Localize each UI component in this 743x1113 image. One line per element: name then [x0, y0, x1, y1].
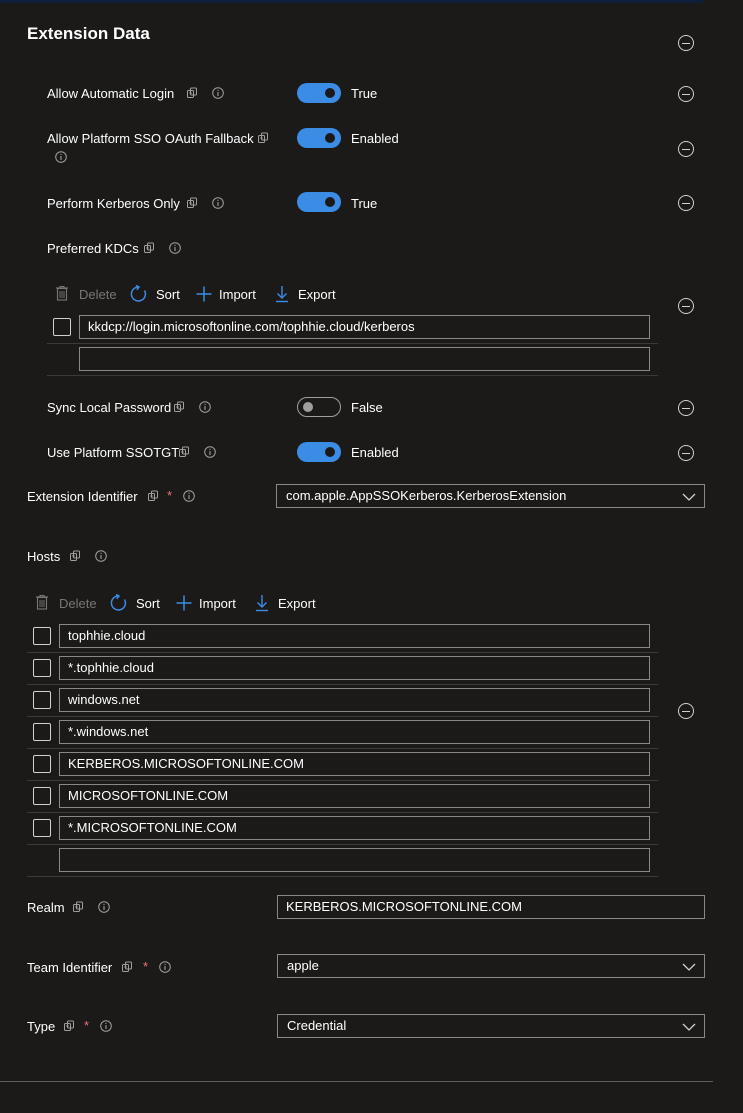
type-dropdown[interactable] [277, 1014, 705, 1038]
top-accent-edge [703, 0, 743, 3]
row-divider [27, 780, 658, 781]
host-input[interactable]: *.MICROSOFTONLINE.COM [59, 816, 650, 840]
row-divider [27, 812, 658, 813]
top-accent-bar [0, 0, 703, 3]
minus-circle-icon[interactable] [678, 445, 694, 461]
chevron-down-icon [682, 960, 696, 977]
row-divider [27, 876, 658, 877]
info-icon[interactable] [199, 401, 211, 413]
row-checkbox[interactable] [33, 659, 51, 677]
info-icon[interactable] [204, 446, 216, 458]
setting-toggle[interactable] [297, 397, 341, 417]
setting-value: True [351, 86, 378, 101]
copy-icon[interactable] [147, 490, 159, 502]
row-checkbox[interactable] [33, 819, 51, 837]
minus-circle-icon[interactable] [678, 35, 694, 51]
host-input[interactable]: *.tophhie.cloud [59, 656, 650, 680]
copy-icon[interactable] [72, 901, 84, 913]
row-checkbox[interactable] [33, 627, 51, 645]
team-identifier-label: Team Identifier [27, 960, 113, 975]
setting-toggle[interactable] [297, 128, 341, 148]
sort-button[interactable]: Sort [156, 287, 180, 302]
extension-identifier-label: Extension Identifier [27, 489, 138, 504]
type-label: Type [27, 1019, 56, 1034]
download-icon [275, 285, 289, 306]
extension-identifier-value: com.apple.AppSSOKerberos.KerberosExtension [286, 488, 567, 503]
copy-icon[interactable] [69, 550, 81, 562]
host-input[interactable]: KERBEROS.MICROSOFTONLINE.COM [59, 752, 650, 776]
setting-label: Allow Platform SSO OAuth Fallback [47, 131, 254, 146]
row-checkbox[interactable] [53, 318, 71, 336]
info-icon[interactable] [100, 1020, 112, 1032]
copy-icon[interactable] [121, 961, 133, 973]
host-input[interactable]: windows.net [59, 688, 650, 712]
team-identifier-dropdown[interactable] [277, 954, 705, 978]
required-mark: * [143, 959, 149, 974]
row-checkbox[interactable] [33, 755, 51, 773]
extension-identifier-dropdown[interactable] [276, 484, 705, 508]
info-icon[interactable] [183, 490, 195, 502]
copy-icon[interactable] [143, 242, 155, 254]
setting-label: Perform Kerberos Only [47, 196, 180, 211]
host-input[interactable]: *.windows.net [59, 720, 650, 744]
info-icon[interactable] [212, 197, 224, 209]
row-divider [27, 652, 658, 653]
setting-label: Allow Automatic Login [47, 86, 175, 101]
row-divider [27, 844, 658, 845]
required-mark: * [167, 488, 173, 503]
setting-value: True [351, 196, 378, 211]
minus-circle-icon[interactable] [678, 86, 694, 102]
hosts-label: Hosts [27, 549, 61, 564]
copy-icon[interactable] [186, 87, 198, 99]
info-icon[interactable] [55, 151, 67, 163]
setting-label: Use Platform SSOTGT [47, 445, 180, 460]
sort-button[interactable]: Sort [136, 596, 160, 611]
trash-icon [55, 285, 69, 304]
host-input[interactable]: MICROSOFTONLINE.COM [59, 784, 650, 808]
section-title: Extension Data [27, 24, 150, 43]
minus-circle-icon[interactable] [678, 703, 694, 719]
setting-value: Enabled [351, 131, 399, 146]
setting-toggle[interactable] [297, 442, 341, 462]
minus-circle-icon[interactable] [678, 195, 694, 211]
info-icon[interactable] [169, 242, 181, 254]
copy-icon[interactable] [63, 1020, 75, 1032]
info-icon[interactable] [95, 550, 107, 562]
setting-toggle[interactable] [297, 83, 341, 103]
plus-icon [196, 286, 212, 305]
chevron-down-icon [682, 490, 696, 507]
download-icon [255, 594, 269, 615]
delete-button[interactable]: Delete [59, 596, 97, 611]
team-identifier-value: apple [287, 958, 319, 973]
export-button[interactable]: Export [278, 596, 316, 611]
minus-circle-icon[interactable] [678, 400, 694, 416]
host-input[interactable]: tophhie.cloud [59, 624, 650, 648]
refresh-icon [130, 285, 148, 306]
setting-label: Preferred KDCs [47, 241, 139, 256]
row-divider [47, 343, 658, 344]
realm-input[interactable]: KERBEROS.MICROSOFTONLINE.COM [277, 895, 705, 919]
row-divider [27, 684, 658, 685]
import-button[interactable]: Import [199, 596, 236, 611]
row-checkbox[interactable] [33, 691, 51, 709]
row-divider [47, 375, 658, 376]
bottom-divider [0, 1081, 713, 1082]
trash-icon [35, 594, 49, 613]
minus-circle-icon[interactable] [678, 298, 694, 314]
info-icon[interactable] [159, 961, 171, 973]
row-divider [27, 748, 658, 749]
row-divider [27, 716, 658, 717]
chevron-down-icon [682, 1020, 696, 1037]
plus-icon [176, 595, 192, 614]
minus-circle-icon[interactable] [678, 141, 694, 157]
realm-label: Realm [27, 900, 65, 915]
setting-value: Enabled [351, 445, 399, 460]
refresh-icon [110, 594, 128, 615]
setting-value: False [351, 400, 383, 415]
kdc-input[interactable]: kkdcp://login.microsoftonline.com/tophhie.cloud/kerberos [79, 315, 650, 339]
required-mark: * [84, 1018, 90, 1033]
export-button[interactable]: Export [298, 287, 336, 302]
delete-button[interactable]: Delete [79, 287, 117, 302]
kdc-input[interactable] [79, 347, 650, 371]
copy-icon[interactable] [257, 132, 269, 144]
setting-toggle[interactable] [297, 192, 341, 212]
info-icon[interactable] [98, 901, 110, 913]
info-icon[interactable] [212, 87, 224, 99]
host-input[interactable] [59, 848, 650, 872]
row-checkbox[interactable] [33, 723, 51, 741]
setting-label: Sync Local Password [47, 400, 172, 415]
copy-icon[interactable] [178, 446, 190, 458]
row-checkbox[interactable] [33, 787, 51, 805]
import-button[interactable]: Import [219, 287, 256, 302]
copy-icon[interactable] [186, 197, 198, 209]
copy-icon[interactable] [173, 401, 185, 413]
type-value: Credential [287, 1018, 347, 1033]
